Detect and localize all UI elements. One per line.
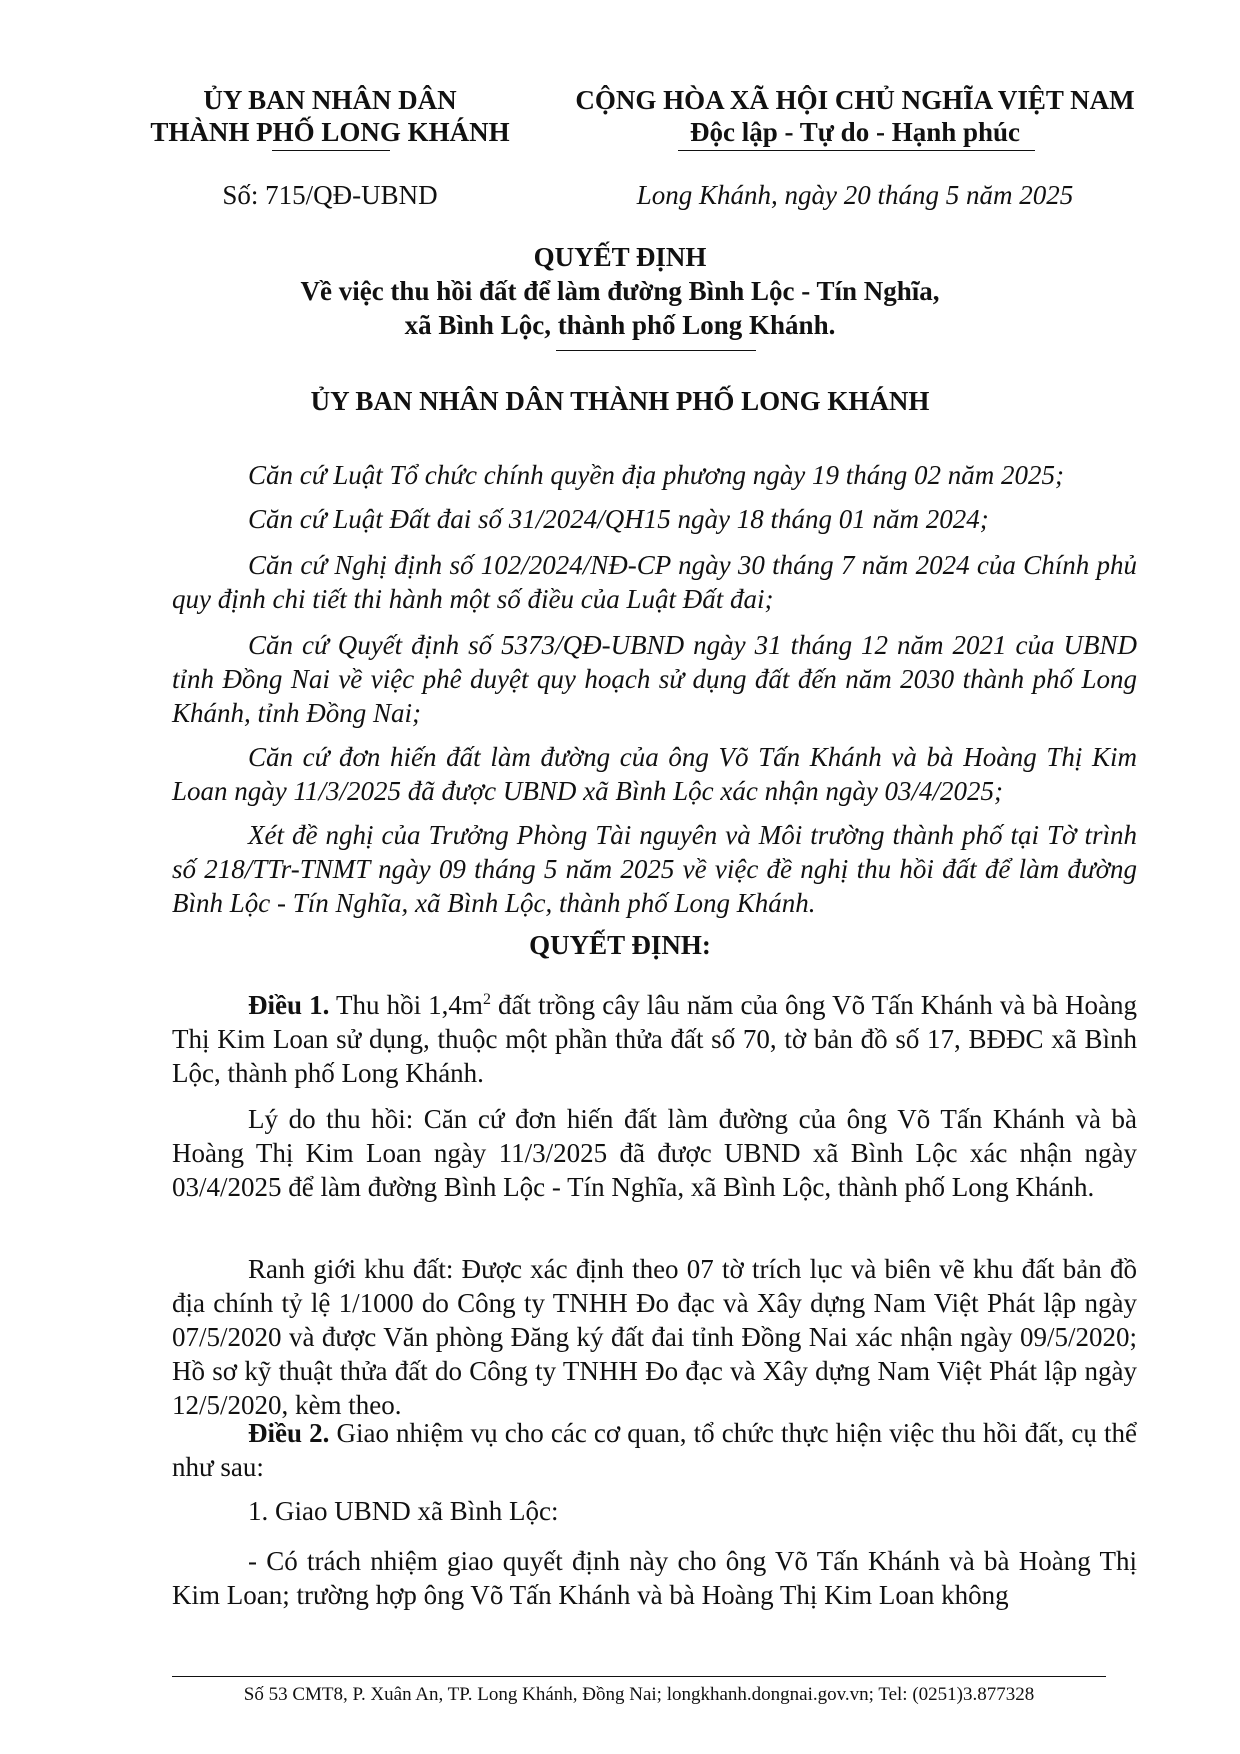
national-motto xyxy=(560,84,1150,148)
article-1-reason: Lý do thu hồi: Căn cứ đơn hiến đất làm đường của ông Võ Tấn Khánh và bà Hoàng Thị Kim Loan ngày 11/3/2025 đã được UBND xã Bình Lộc xác nhận ngày 03/4/2025 để làm đường Bình Lộc - Tín Nghĩa, xã Bình Lộc, thành phố Long Khánh. xyxy=(172,1104,1137,1202)
legal-basis-4: Căn cứ Quyết định số 5373/QĐ-UBND ngày 31 tháng 12 năm 2021 của UBND tỉnh Đồng Nai về việc phê duyệt quy hoạch sử dụng đất đến năm 2030 thành phố Long Khánh, tỉnh Đồng Nai; xyxy=(172,630,1137,728)
agency-line-2: THÀNH PHỐ LONG KHÁNH xyxy=(150,117,510,147)
nation-line-1: CỘNG HÒA XÃ HỘI CHỦ NGHĨA VIỆT NAM xyxy=(575,85,1135,115)
article-1-label: Điều 1. xyxy=(248,990,330,1020)
document-number: Số: 715/QĐ-UBND xyxy=(222,180,438,210)
agency-underline xyxy=(272,150,390,151)
legal-basis-1: Căn cứ Luật Tổ chức chính quyền địa phương ngày 19 tháng 02 năm 2025; xyxy=(248,460,1065,490)
footer-address: Số 53 CMT8, P. Xuân An, TP. Long Khánh, Đồng Nai; longkhanh.dongnai.gov.vn; Tel: (0251)3.877328 xyxy=(243,1684,1035,1705)
article-2-item-1: 1. Giao UBND xã Bình Lộc: xyxy=(248,1496,559,1526)
subject-line-2: xã Bình Lộc, thành phố Long Khánh. xyxy=(404,310,836,340)
agency-name xyxy=(120,84,540,148)
article-1-text-b: đất trồng cây lâu năm của ông Võ Tấn Khánh và bà Hoàng Thị Kim Loan sử dụng, thuộc một phần thửa đất số 70, tờ bản đồ số 17, BĐĐC xã Bình Lộc, thành phố Long Khánh. xyxy=(172,990,1138,1088)
article-1 xyxy=(172,988,1137,1090)
document-title xyxy=(0,240,1240,342)
legal-basis-6: Xét đề nghị của Trưởng Phòng Tài nguyên và Môi trường thành phố tại Tờ trình số 218/TTr-TNMT ngày 09 tháng 5 năm 2025 về việc đề nghị thu hồi đất để làm đường Bình Lộc - Tín Nghĩa, xã Bình Lộc, thành phố Long Khánh. xyxy=(172,820,1137,918)
place-date: Long Khánh, ngày 20 tháng 5 năm 2025 xyxy=(636,180,1074,210)
article-2-label: Điều 2. xyxy=(248,1418,330,1448)
article-1-boundary: Ranh giới khu đất: Được xác định theo 07 tờ trích lục và biên vẽ khu đất bản đồ địa chính tỷ lệ 1/1000 do Công ty TNHH Đo đạc và Xây dựng Nam Việt Phát lập ngày 07/5/2020 và được Văn phòng Đăng ký đất đai tỉnh Đồng Nai xác nhận ngày 09/5/2020; Hồ sơ kỹ thuật thửa đất do Công ty TNHH Đo đạc và Xây dựng Nam Việt Phát lập ngày 12/5/2020, kèm theo. xyxy=(172,1254,1137,1420)
decision-heading: QUYẾT ĐỊNH: xyxy=(529,930,711,960)
legal-basis-2: Căn cứ Luật Đất đai số 31/2024/QH15 ngày 18 tháng 01 năm 2024; xyxy=(248,504,989,534)
motto-underline xyxy=(678,150,1035,151)
footer-rule xyxy=(172,1676,1106,1677)
agency-line-1: ỦY BAN NHÂN DÂN xyxy=(203,85,457,115)
legal-basis-3: Căn cứ Nghị định số 102/2024/NĐ-CP ngày 30 tháng 7 năm 2024 của Chính phủ quy định chi tiết thi hành một số điều của Luật Đất đai; xyxy=(172,550,1137,614)
article-2-text: Giao nhiệm vụ cho các cơ quan, tổ chức thực hiện việc thu hồi đất, cụ thể như sau: xyxy=(172,1418,1137,1482)
article-1-text-a: Thu hồi 1,4m xyxy=(335,990,483,1020)
article-1-sup: 2 xyxy=(482,991,491,1008)
nation-line-2: Độc lập - Tự do - Hạnh phúc xyxy=(689,117,1021,147)
subject-line-1: Về việc thu hồi đất để làm đường Bình Lộc - Tín Nghĩa, xyxy=(300,276,940,306)
doc-type: QUYẾT ĐỊNH xyxy=(533,242,707,272)
article-2 xyxy=(172,1416,1137,1484)
legal-basis-5: Căn cứ đơn hiến đất làm đường của ông Võ Tấn Khánh và bà Hoàng Thị Kim Loan ngày 11/3/2025 đã được UBND xã Bình Lộc xác nhận ngày 03/4/2025; xyxy=(172,742,1137,806)
article-2-item-1-bullet: - Có trách nhiệm giao quyết định này cho ông Võ Tấn Khánh và bà Hoàng Thị Kim Loan; trường hợp ông Võ Tấn Khánh và bà Hoàng Thị Kim Loan không xyxy=(172,1546,1137,1610)
title-underline xyxy=(556,350,756,351)
issuer: ỦY BAN NHÂN DÂN THÀNH PHỐ LONG KHÁNH xyxy=(310,386,930,416)
